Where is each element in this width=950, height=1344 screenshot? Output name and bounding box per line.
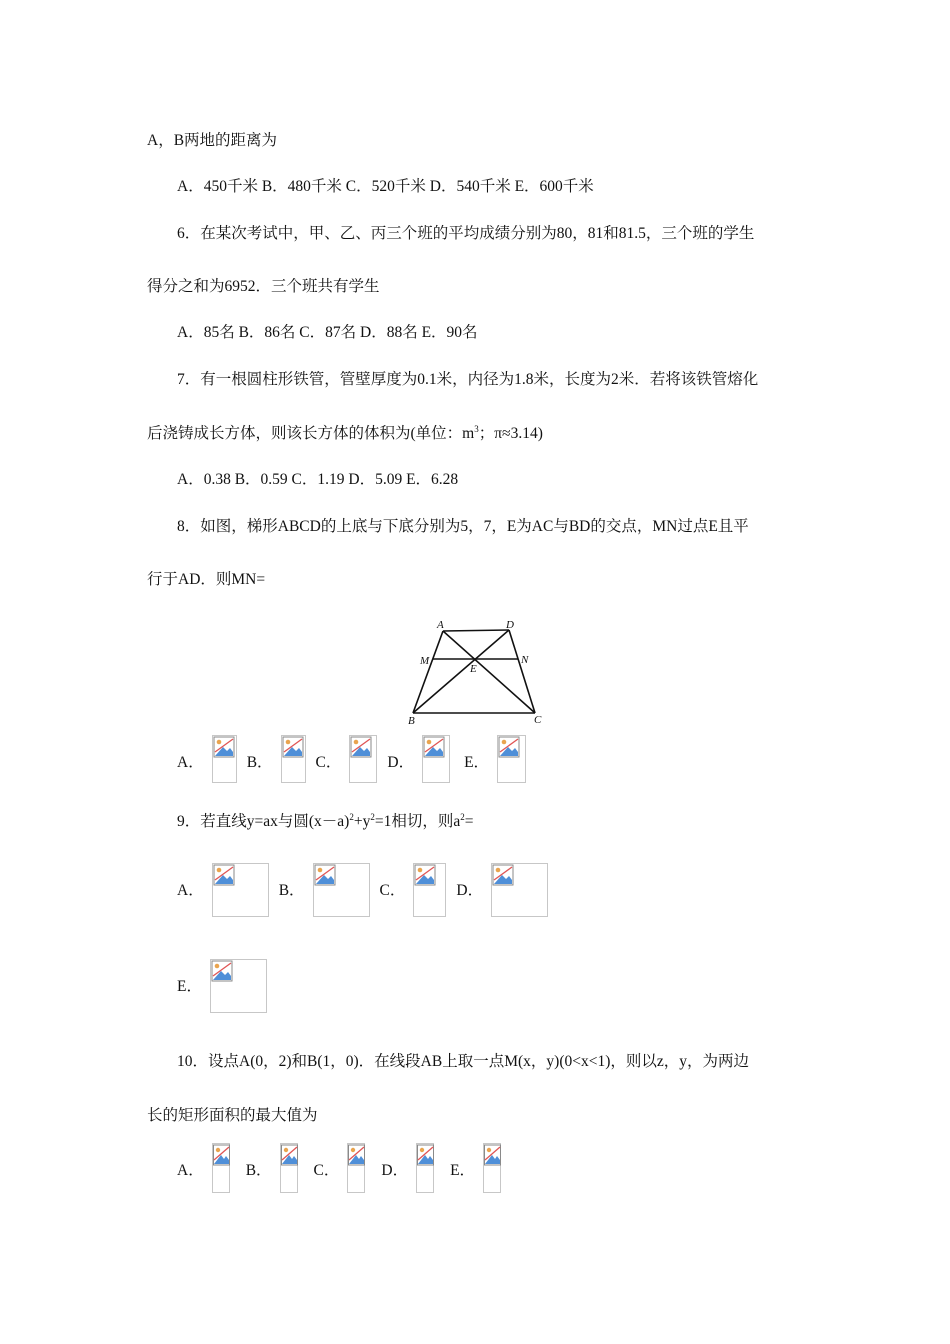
broken-image-icon bbox=[491, 863, 548, 917]
broken-image-icon bbox=[416, 1143, 434, 1193]
q8-text: 8．如图，梯形ABCD的上底与下底分别为5，7，E为AC与BD的交点，MN过点E且平 bbox=[177, 518, 749, 535]
broken-image-icon bbox=[212, 735, 237, 783]
q9-text-part: = bbox=[464, 813, 474, 830]
q10-option-e bbox=[450, 1143, 501, 1193]
label-c: C bbox=[534, 714, 542, 726]
q8-options bbox=[177, 735, 526, 783]
segment-ac bbox=[443, 631, 535, 713]
text-line: A，B两地的距离为 bbox=[147, 132, 278, 149]
q7-text-part: ；π≈3.14) bbox=[478, 425, 543, 442]
q9-option-a bbox=[177, 863, 269, 917]
q7-text-cont bbox=[147, 421, 543, 443]
option-label: D． bbox=[456, 882, 484, 899]
q6-options: A．85名 B．86名 C．87名 D．88名 E．90名 bbox=[177, 324, 478, 341]
q9-option-b bbox=[279, 863, 370, 917]
superscript: 3 bbox=[474, 424, 479, 434]
q8-option-e bbox=[464, 735, 526, 783]
broken-image-icon bbox=[313, 863, 370, 917]
q10-option-d bbox=[381, 1143, 434, 1193]
option-label: E． bbox=[450, 1162, 476, 1179]
label-e: E bbox=[470, 663, 477, 675]
q9-options bbox=[177, 863, 548, 917]
broken-image-icon bbox=[210, 959, 267, 1013]
q9-text bbox=[177, 809, 473, 831]
label-d: D bbox=[506, 619, 514, 631]
broken-image-icon bbox=[422, 735, 450, 783]
q10-text-cont: 长的矩形面积的最大值为 bbox=[147, 1107, 318, 1124]
q10-option-c bbox=[314, 1143, 366, 1193]
option-label: B． bbox=[246, 754, 273, 771]
broken-image-icon bbox=[347, 1143, 365, 1193]
broken-image-icon bbox=[483, 1143, 501, 1193]
superscript: 2 bbox=[460, 812, 465, 822]
q10-options bbox=[177, 1143, 501, 1193]
broken-image-icon bbox=[212, 863, 269, 917]
superscript: 2 bbox=[370, 812, 375, 822]
q8-option-a bbox=[177, 735, 237, 783]
q7-text-part: 后浇铸成长方体，则该长方体的体积为(单位：m bbox=[147, 425, 475, 442]
trapezoid-figure bbox=[405, 615, 555, 727]
q5-options: A．450千米 B．480千米 C．520千米 D．540千米 E．600千米 bbox=[177, 178, 594, 195]
q7-text: 7．有一根圆柱形铁管，管壁厚度为0.1米，内径为1.8米，长度为2米．若将该铁管熔化 bbox=[177, 371, 759, 388]
option-label: C． bbox=[379, 882, 406, 899]
q8-option-c bbox=[316, 735, 378, 783]
option-label: D． bbox=[381, 1162, 409, 1179]
q8-option-b bbox=[247, 735, 306, 783]
option-label: A． bbox=[177, 1162, 204, 1179]
q10-text: 10．设点A(0，2)和B(1，0)．在线段AB上取一点M(x，y)(0<x<1)，则以z，y，为两边 bbox=[177, 1053, 750, 1070]
broken-image-icon bbox=[497, 735, 526, 783]
label-m: M bbox=[420, 655, 430, 667]
q9-text-part: =1相切，则a bbox=[374, 813, 461, 830]
q9-option-e bbox=[177, 959, 267, 1013]
option-label: D． bbox=[387, 754, 415, 771]
option-label: E． bbox=[177, 978, 202, 995]
option-label: A． bbox=[177, 882, 204, 899]
q7-options: A．0.38 B．0.59 C．1.19 D．5.09 E．6.28 bbox=[177, 471, 459, 488]
broken-image-icon bbox=[349, 735, 377, 783]
q9-text-part: +y bbox=[353, 813, 371, 830]
superscript: 2 bbox=[349, 812, 354, 822]
q6-text-cont: 得分之和为6952．三个班共有学生 bbox=[147, 278, 380, 295]
option-label: B． bbox=[278, 882, 305, 899]
q10-option-b bbox=[246, 1143, 298, 1193]
broken-image-icon bbox=[212, 1143, 230, 1193]
q8-option-d bbox=[387, 735, 450, 783]
broken-image-icon bbox=[281, 735, 306, 783]
option-label: C． bbox=[313, 1162, 340, 1179]
label-n: N bbox=[521, 654, 529, 666]
q9-text-part: 9．若直线y=ax与圆(x－a) bbox=[177, 813, 350, 830]
q8-text-cont: 行于AD．则MN= bbox=[147, 571, 266, 588]
broken-image-icon bbox=[413, 863, 446, 917]
q6-text: 6．在某次考试中，甲、乙、丙三个班的平均成绩分别为80，81和81.5，三个班的学生 bbox=[177, 225, 755, 242]
option-label: A． bbox=[177, 754, 204, 771]
option-label: E． bbox=[464, 754, 490, 771]
option-label: C． bbox=[315, 754, 342, 771]
q10-option-a bbox=[177, 1143, 230, 1193]
q9-option-c bbox=[380, 863, 447, 917]
q9-option-d bbox=[456, 863, 548, 917]
label-b: B bbox=[408, 715, 415, 727]
label-a: A bbox=[437, 619, 444, 631]
q9-options-row2 bbox=[177, 959, 267, 1013]
broken-image-icon bbox=[280, 1143, 298, 1193]
segment-ad bbox=[443, 630, 509, 631]
option-label: B． bbox=[245, 1162, 272, 1179]
